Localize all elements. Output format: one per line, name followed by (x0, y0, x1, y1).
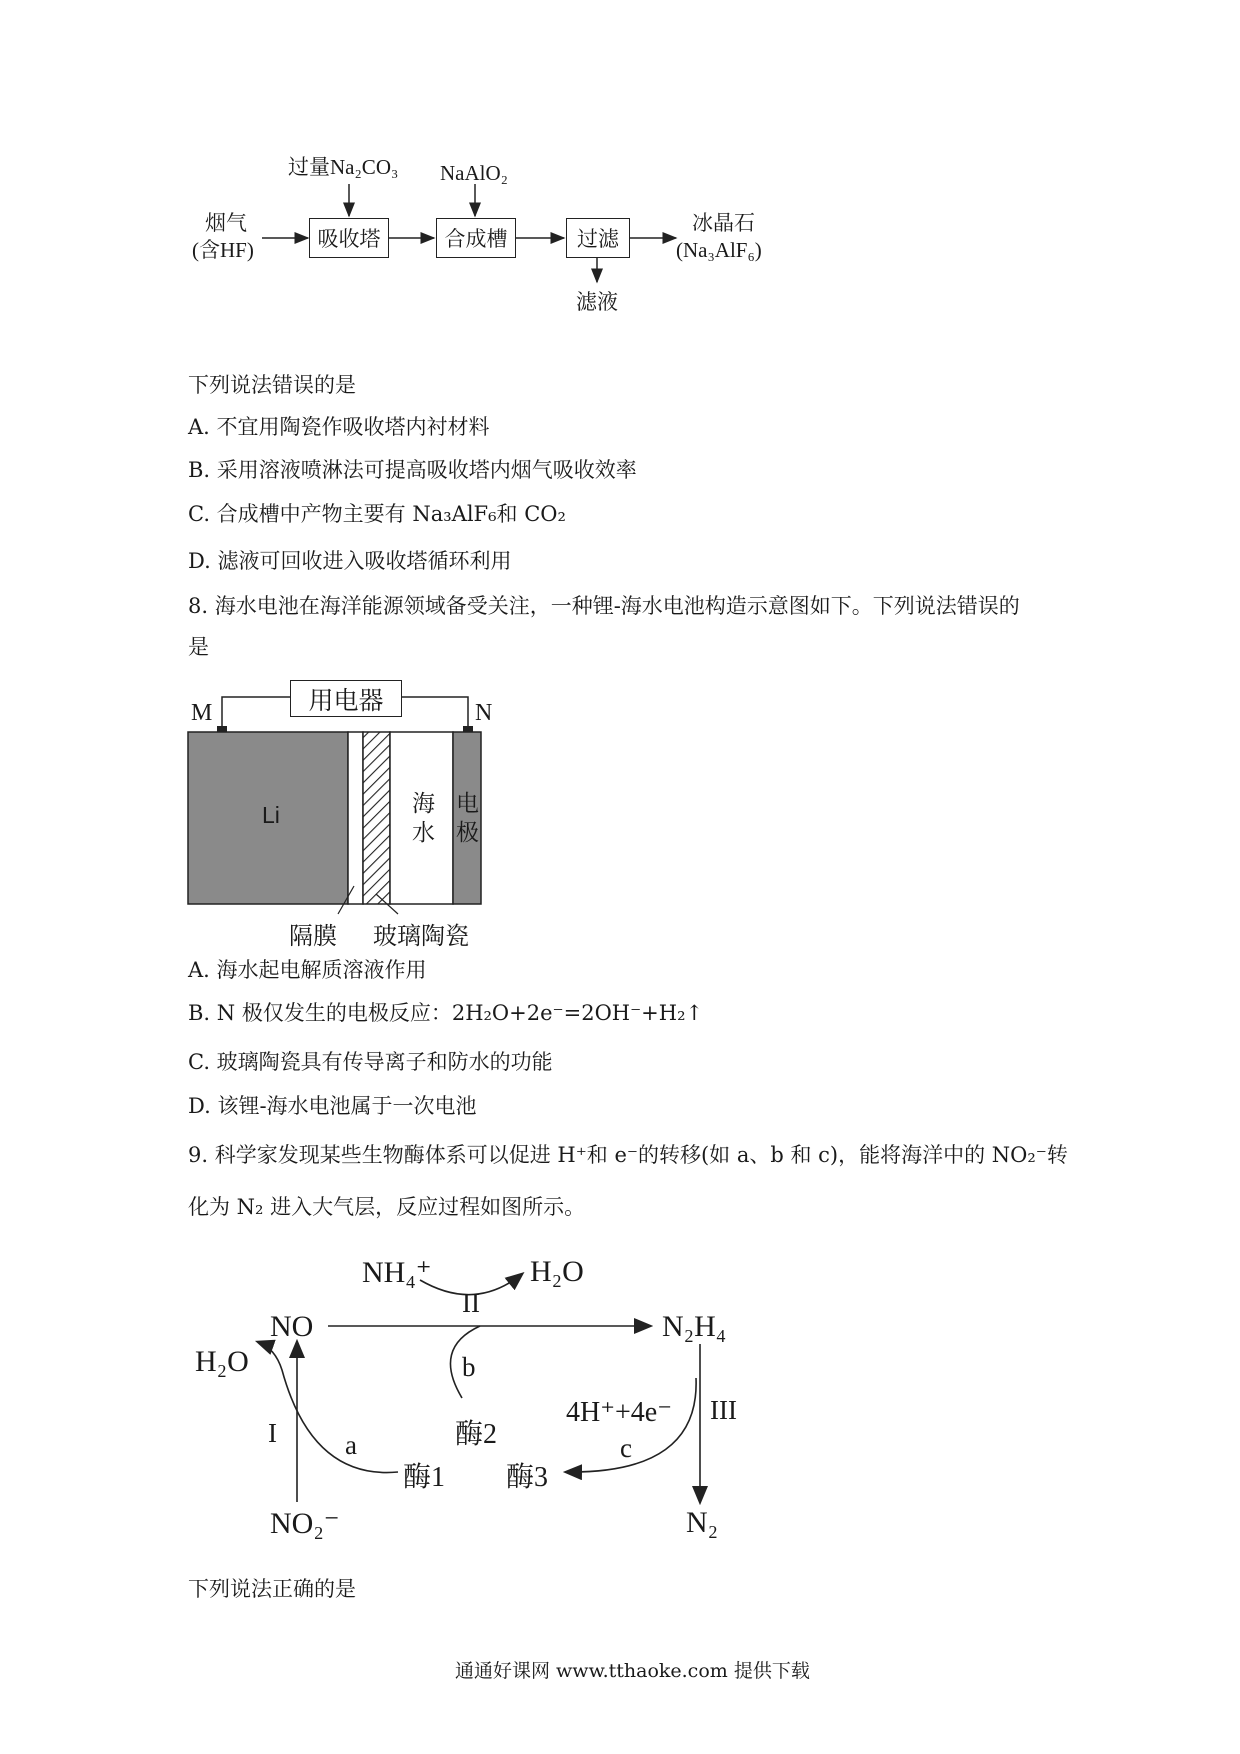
absorption-tower-label: 吸收塔 (317, 227, 381, 251)
terminal-m-label: M (191, 700, 213, 726)
electrode-label-2: 极 (456, 820, 479, 846)
q8-option-d: D. 该锂-海水电池属于一次电池 (188, 1094, 477, 1118)
a-label: a (345, 1430, 357, 1460)
step-3-label: III (710, 1395, 737, 1425)
arrow-a (258, 1342, 398, 1473)
input-naalo2: NaAlO₂ (440, 161, 508, 185)
synthesis-tank-box (436, 218, 516, 258)
filter-label: 过滤 (577, 227, 619, 251)
output-label-line1: 冰晶石 (692, 211, 755, 235)
q7-option-d: D. 滤液可回收进入吸收塔循环利用 (188, 549, 512, 573)
n2h4-label: N₂H₄ (662, 1310, 727, 1343)
synthesis-tank-label: 合成槽 (444, 227, 508, 251)
start-label-line1: 烟气 (205, 211, 247, 235)
flow-diagram (0, 0, 1240, 340)
q7-option-c: C. 合成槽中产物主要有 Na₃AlF₆和 CO₂ (188, 502, 566, 526)
output-label-line2: (Na₃AlF₆) (676, 238, 762, 262)
device-box (290, 680, 402, 717)
q8-option-b: B. N 极仅发生的电极反应：2H₂O+2e⁻=2OH⁻+H₂↑ (188, 1001, 704, 1025)
q8-option-a: A. 海水起电解质溶液作用 (188, 958, 427, 982)
wire-right (400, 697, 468, 728)
membrane-label: 隔膜 (289, 922, 337, 950)
h2o-top-label: H₂O (530, 1255, 584, 1288)
device-label: 用电器 (308, 685, 384, 715)
start-label-line2: (含HF) (192, 238, 254, 262)
q9-stem-line2: 化为 N₂ 进入大气层，反应过程如图所示。 (188, 1195, 586, 1219)
glass-ceramic (363, 732, 390, 904)
q9-prompt: 下列说法正确的是 (188, 1577, 356, 1601)
filter-box (566, 218, 630, 258)
wire-left (222, 697, 290, 728)
b-label: b (462, 1352, 476, 1382)
q7-option-b: B. 采用溶液喷淋法可提高吸收塔内烟气吸收效率 (188, 458, 637, 482)
step-2-label: II (462, 1288, 480, 1318)
q8-stem-line1: 8. 海水电池在海洋能源领域备受关注，一种锂-海水电池构造示意图如下。下列说法错误的 (188, 594, 1020, 618)
q9-stem-line1: 9. 科学家发现某些生物酶体系可以促进 H⁺和 e⁻的转移(如 a、b 和 c)，能将海洋中的 NO₂⁻转 (188, 1143, 1068, 1167)
footer-text: 通通好课网 www.tthaoke.com 提供下载 (455, 1660, 810, 1682)
nh4-label: NH₄⁺ (362, 1256, 432, 1289)
terminal-n-label: N (475, 700, 493, 726)
electrode-label-1: 电 (456, 791, 479, 817)
ceramic-label: 玻璃陶瓷 (373, 922, 469, 950)
enzyme-2-label: 酶2 (455, 1419, 498, 1450)
h-e-label: 4H⁺+4e⁻ (566, 1397, 672, 1428)
filtrate-label: 滤液 (576, 290, 618, 314)
q8-stem-line2: 是 (188, 635, 209, 659)
no2-label: NO₂⁻ (270, 1507, 340, 1540)
enzyme-3-label: 酶3 (506, 1462, 549, 1493)
absorption-tower-box (309, 218, 389, 258)
step-1-label: I (268, 1418, 277, 1448)
seawater-label-2: 水 (412, 820, 435, 846)
membrane (348, 732, 363, 904)
n2-label: N₂ (686, 1506, 719, 1539)
input-na2co3: 过量Na₂CO₃ (288, 155, 399, 179)
q7-option-a: A. 不宜用陶瓷作吸收塔内衬材料 (188, 415, 490, 439)
seawater-label-1: 海 (412, 791, 435, 817)
enzyme-1-label: 酶1 (403, 1462, 446, 1493)
no-label: NO (270, 1310, 314, 1343)
h2o-left-label: H₂O (195, 1345, 249, 1378)
c-label: c (620, 1433, 632, 1463)
q8-option-c: C. 玻璃陶瓷具有传导离子和防水的功能 (188, 1050, 553, 1074)
q7-prompt: 下列说法错误的是 (188, 373, 356, 397)
li-label: Li (262, 802, 280, 828)
